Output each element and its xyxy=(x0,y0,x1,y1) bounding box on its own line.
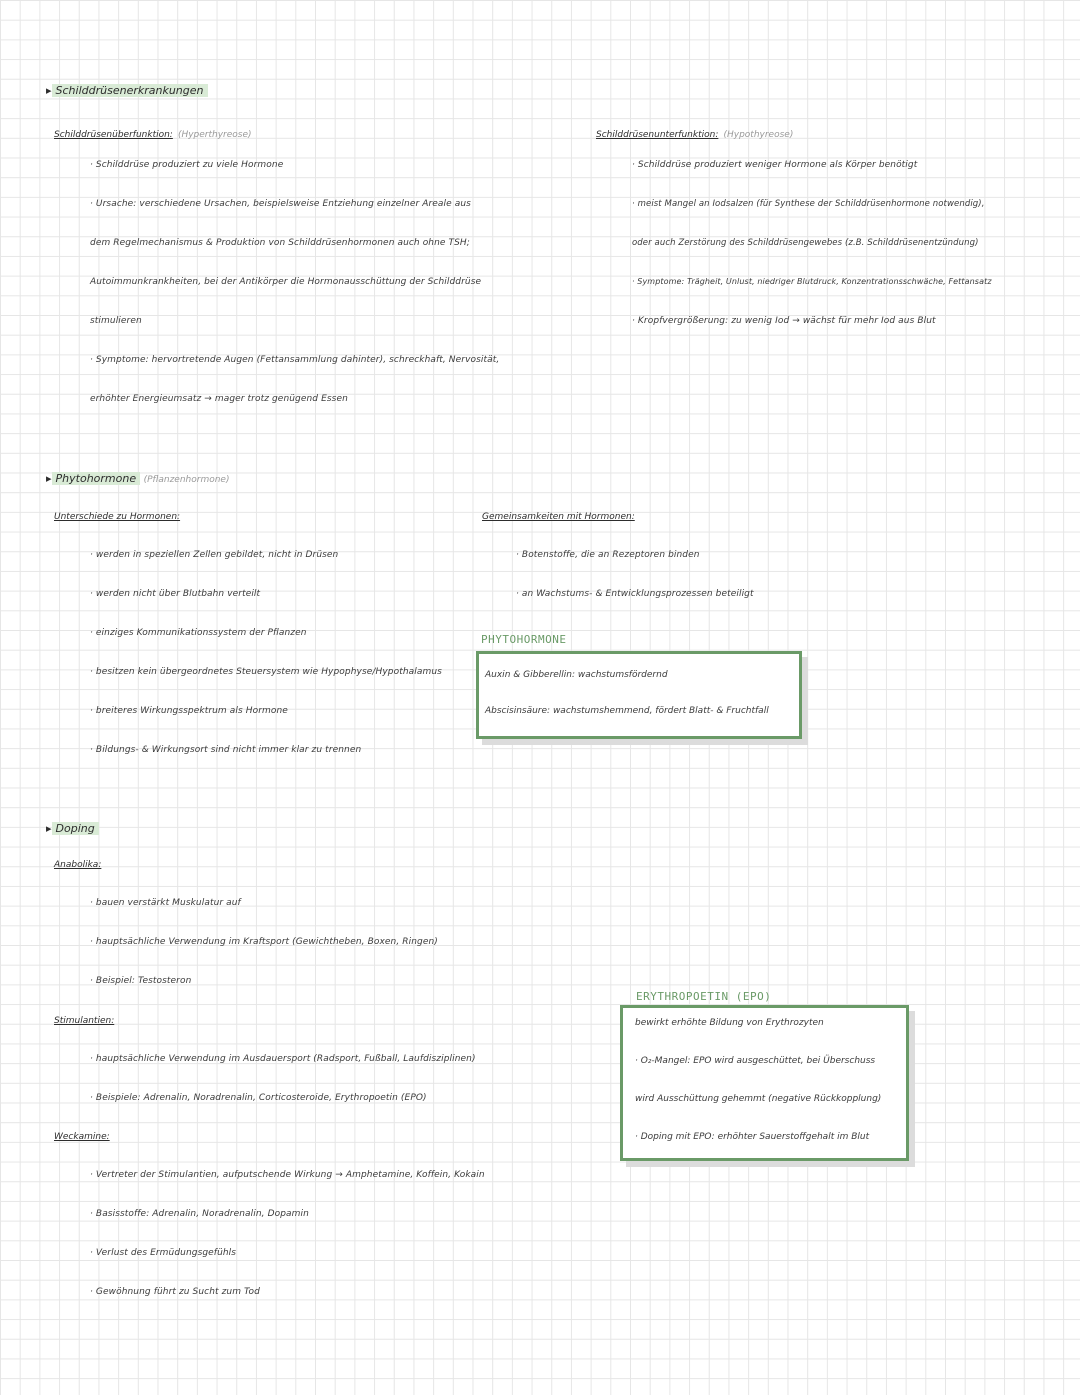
epo-box-line: wird Ausschüttung gehemmt (negative Rückkopplung) xyxy=(635,1094,882,1104)
bullet-icon: ▸ xyxy=(46,822,52,835)
hypo-line: · Symptome: Trägheit, Unlust, niedriger Blutdruck, Konzentrationsschwäche, Fettansatz xyxy=(632,277,992,286)
hypo-heading: Schilddrüsenunterfunktion: (Hypothyreose) xyxy=(596,130,794,140)
phyto-box-title: PHYTOHORMONE xyxy=(481,633,567,646)
anabolika-line: · Beispiel: Testosteron xyxy=(90,976,192,986)
phyto-common-line: · an Wachstums- & Entwicklungsprozessen beteiligt xyxy=(516,589,754,599)
hyper-line: dem Regelmechanismus & Produktion von Schilddrüsenhormonen auch ohne TSH; xyxy=(90,238,470,248)
hyper-heading: Schilddrüsenüberfunktion: (Hyperthyreose) xyxy=(54,130,252,140)
phyto-common-heading: Gemeinsamkeiten mit Hormonen: xyxy=(482,512,635,522)
epo-box-title: ERYTHROPOETIN (EPO) xyxy=(636,990,772,1003)
weckamine-line: · Vertreter der Stimulantien, aufputschende Wirkung → Amphetamine, Koffein, Kokain xyxy=(90,1170,485,1180)
phyto-diff-line: · besitzen kein übergeordnetes Steuersystem wie Hypophyse/Hypothalamus xyxy=(90,667,442,677)
weckamine-line: · Gewöhnung führt zu Sucht zum Tod xyxy=(90,1287,260,1297)
hypo-line: · Schilddrüse produziert weniger Hormone als Körper benötigt xyxy=(632,160,918,170)
stimulanzien-heading: Stimulantien: xyxy=(54,1016,115,1026)
doping-section-title: ▸ Doping xyxy=(46,822,99,835)
phyto-section-title: ▸ Phytohormone (Pflanzenhormone) xyxy=(46,472,230,485)
hypo-line: oder auch Zerstörung des Schilddrüsengewebes (z.B. Schilddrüsenentzündung) xyxy=(632,238,979,248)
hypo-line: · meist Mangel an Iodsalzen (für Synthese der Schilddrüsenhormone notwendig), xyxy=(632,199,985,209)
phyto-diff-line: · breiteres Wirkungsspektrum als Hormone xyxy=(90,706,288,716)
hyper-line: · Symptome: hervortretende Augen (Fettansammlung dahinter), schreckhaft, Nervosität, xyxy=(90,355,500,365)
phyto-diff-line: · werden in speziellen Zellen gebildet, nicht in Drüsen xyxy=(90,550,339,560)
epo-box-line: · Doping mit EPO: erhöhter Sauerstoffgehalt im Blut xyxy=(635,1132,870,1142)
phyto-diff-heading: Unterschiede zu Hormonen: xyxy=(54,512,181,522)
phyto-diff-line: · einziges Kommunikationssystem der Pflanzen xyxy=(90,628,307,638)
phyto-box xyxy=(476,651,802,739)
weckamine-line: · Verlust des Ermüdungsgefühls xyxy=(90,1248,237,1258)
hyper-line: · Schilddrüse produziert zu viele Hormone xyxy=(90,160,284,170)
phyto-box-line: Auxin & Gibberellin: wachstumsfördernd xyxy=(485,670,668,680)
hyper-line: Autoimmunkrankheiten, bei der Antikörper die Hormonausschüttung der Schilddrüse xyxy=(90,277,482,287)
bullet-icon: ▸ xyxy=(46,472,52,485)
phyto-diff-line: · werden nicht über Blutbahn verteilt xyxy=(90,589,261,599)
hyper-line: erhöhter Energieumsatz → mager trotz genügend Essen xyxy=(90,394,348,404)
anabolika-line: · hauptsächliche Verwendung im Kraftsport (Gewichtheben, Boxen, Ringen) xyxy=(90,937,438,947)
anabolika-heading: Anabolika: xyxy=(54,860,102,870)
stimulanzien-line: · hauptsächliche Verwendung im Ausdauersport (Radsport, Fußball, Laufdisziplinen) xyxy=(90,1054,476,1064)
stimulanzien-line: · Beispiele: Adrenalin, Noradrenalin, Corticosteroide, Erythropoetin (EPO) xyxy=(90,1093,427,1103)
epo-box xyxy=(620,1005,909,1161)
weckamine-line: · Basisstoffe: Adrenalin, Noradrenalin, Dopamin xyxy=(90,1209,309,1219)
hyper-line: · Ursache: verschiedene Ursachen, beispielsweise Entziehung einzelner Areale aus xyxy=(90,199,471,209)
hyper-line: stimulieren xyxy=(90,316,142,326)
thyroid-section-title: ▸ Schilddrüsenerkrankungen xyxy=(46,84,208,97)
phyto-diff-line: · Bildungs- & Wirkungsort sind nicht immer klar zu trennen xyxy=(90,745,362,755)
weckamine-heading: Weckamine: xyxy=(54,1132,110,1142)
phyto-common-line: · Botenstoffe, die an Rezeptoren binden xyxy=(516,550,700,560)
bullet-icon: ▸ xyxy=(46,84,52,97)
epo-box-line: · O₂-Mangel: EPO wird ausgeschüttet, bei Überschuss xyxy=(635,1056,876,1066)
epo-box-line: bewirkt erhöhte Bildung von Erythrozyten xyxy=(635,1018,824,1028)
hypo-line: · Kropfvergrößerung: zu wenig Iod → wächst für mehr Iod aus Blut xyxy=(632,316,936,326)
anabolika-line: · bauen verstärkt Muskulatur auf xyxy=(90,898,241,908)
phyto-box-line: Abscisinsäure: wachstumshemmend, fördert Blatt- & Fruchtfall xyxy=(485,706,769,716)
